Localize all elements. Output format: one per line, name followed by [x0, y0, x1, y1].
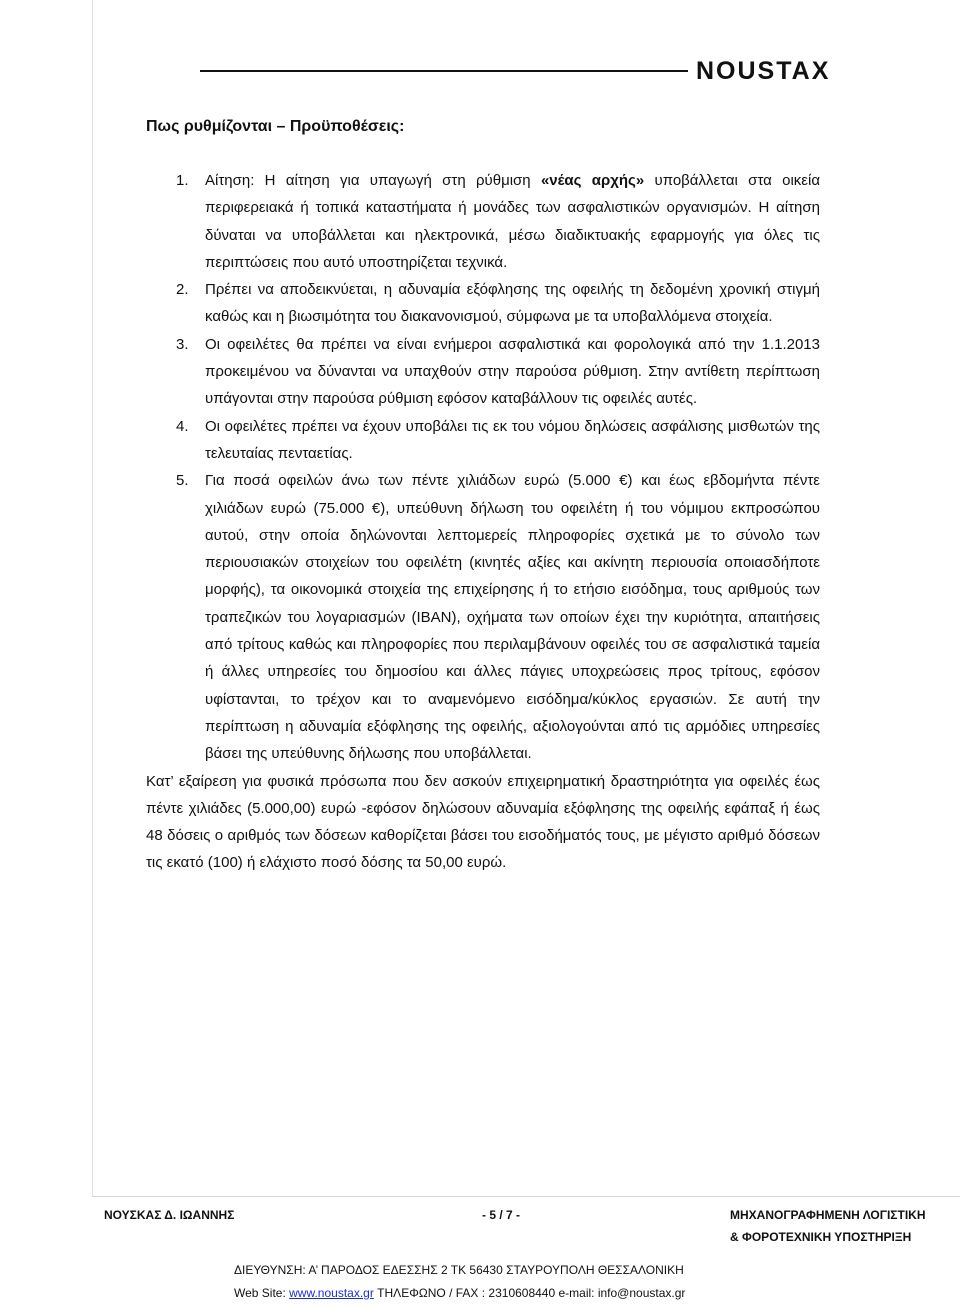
- item-text: Οι οφειλέτες πρέπει να έχουν υποβάλει τις εκ του νόμου δηλώσεις ασφάλισης μισθωτών της τελευταίας πενταετίας.: [205, 417, 820, 462]
- item-text: Αίτηση: Η αίτηση για υπαγωγή στη ρύθμιση «νέας αρχής» υποβάλλεται στα οικεία περιφερειακά ή τοπικά καταστήματα ή μονάδες των ασφαλιστικών οργανισμών. Η αίτηση δύναται να υποβάλλεται και ηλεκτρονικά, μέσω διαδικτυακής εφαρμογής για όλες τις περιπτώσεις που αυτό υποστηρίζεται τεχνικά.: [205, 172, 820, 271]
- section-heading: Πως ρυθμίζονται – Προϋποθέσεις:: [146, 118, 405, 135]
- list-item: [146, 467, 820, 767]
- item-text: Πρέπει να αποδεικνύεται, η αδυναμία εξόφλησης της οφειλής τη δεδομένη χρονική στιγμή καθώς και η βιωσιμότητα του διακανονισμού, σύμφωνα με τα υποβαλλόμενα στοιχεία.: [205, 281, 820, 326]
- website-link[interactable]: www.noustax.gr: [289, 1286, 374, 1300]
- emphasis-text: «νέας αρχής»: [540, 172, 645, 189]
- requirements-list: [146, 167, 820, 768]
- item-number: 3.: [176, 335, 189, 353]
- footer-contact: Web Site: www.noustax.gr ΤΗΛΕΦΩΝΟ / FAX : 2310608440 e-mail: info@noustax.gr: [234, 1286, 686, 1300]
- document-body: [146, 116, 820, 877]
- footer-rule: [92, 1196, 960, 1197]
- footer-service-line1: ΜΗΧΑΝΟΓΡΑΦΗΜΕΝΗ ΛΟΓΙΣΤΙΚΗ: [730, 1208, 926, 1222]
- item-number: 2.: [176, 281, 189, 299]
- page-number: - 5 / 7 -: [482, 1208, 521, 1222]
- item-number: 1.: [176, 172, 189, 189]
- closing-paragraph: Κατ’ εξαίρεση για φυσικά πρόσωπα που δεν ασκούν επιχειρηματική δραστηριότητα για οφειλές έως πέντε χιλιάδες (5.000,00) ευρώ -εφόσον δηλώσουν αδυναμία εξόφλησης της οφειλής εφάπαξ ή έως 48 δόσεις ο αριθμός των δόσεων καθορίζεται βάσει του εισοδήματός τους, με μέγιστο αριθμό δόσεων τις εκατό (100) ή ελάχιστο ποσό δόσης τα 50,00 ευρώ.: [146, 772, 820, 872]
- footer-author: ΝΟΥΣΚΑΣ Δ. ΙΩΑΝΝΗΣ: [104, 1208, 235, 1222]
- list-item: [146, 413, 820, 468]
- left-margin-rule: [92, 0, 93, 1196]
- item-text: Για ποσά οφειλών άνω των πέντε χιλιάδων ευρώ (5.000 €) και έως εβδομήντα πέντε χιλιάδων ευρώ (75.000 €), υπεύθυνη δήλωση του οφειλέτη ή του νόμιμου εκπροσώπου αυτού, στην οποία δηλώνονται λεπτομερείς πληροφορίες σχετικά με το σύνολο των περιουσιακών στοιχείων του οφειλέτη (κινητές αξίες και ακίνητη περιουσία οποιασδήποτε μορφής), τα οικονομικά στοιχεία της επιχείρησης ή το ετήσιο εισόδημα, τους αριθμούς των τραπεζικών του λογαριασμών (IBAN), οχήματα των οποίων έχει την κυριότητα, απαιτήσεις από τρίτους καθώς και πληροφορίες που περιλαμβάνουν οφειλές του σε ασφαλιστικά ταμεία ή άλλες υπηρεσίες του δημοσίου και άλλες πάγιες υποχρεώσεις προς τρίτους, εφόσον υφίστανται, το τρέχον και το αναμενόμενο εισόδημα/κύκλος εργασιών. Σε αυτή την περίπτωση η αδυναμία εξόφλησης της οφειλής, αξιολογούνται από τις αρμόδιες υπηρεσίες βάσει της υπεύθυνης δήλωσης που υποβάλλεται.: [205, 472, 820, 763]
- item-number: 5.: [176, 472, 189, 490]
- list-item: [146, 331, 820, 413]
- footer-service-line2: & ΦΟΡΟΤΕΧΝΙΚΗ ΥΠΟΣΤΗΡΙΞΗ: [730, 1230, 912, 1244]
- list-item: [146, 276, 820, 331]
- footer-address: ΔΙΕΥΘΥΝΣΗ: Α’ ΠΑΡΟΔΟΣ ΕΔΕΣΣΗΣ 2 ΤΚ 56430 ΣΤΑΥΡΟΥΠΟΛΗ ΘΕΣΣΑΛΟΝΙΚΗ: [234, 1263, 684, 1277]
- company-logo: NOUSTAX: [696, 57, 831, 85]
- list-item: [146, 167, 820, 276]
- item-text: Οι οφειλέτες θα πρέπει να είναι ενήμεροι ασφαλιστικά και φορολογικά από την 1.1.2013 προκειμένου να δύνανται να υπαχθούν στην παρούσα ρύθμιση. Στην αντίθετη περίπτωση υπάγονται στην παρούσα ρύθμιση εφόσον καταβάλλουν τις οφειλές αυτές.: [205, 335, 820, 408]
- item-number: 4.: [176, 417, 189, 435]
- header-rule: [200, 70, 688, 72]
